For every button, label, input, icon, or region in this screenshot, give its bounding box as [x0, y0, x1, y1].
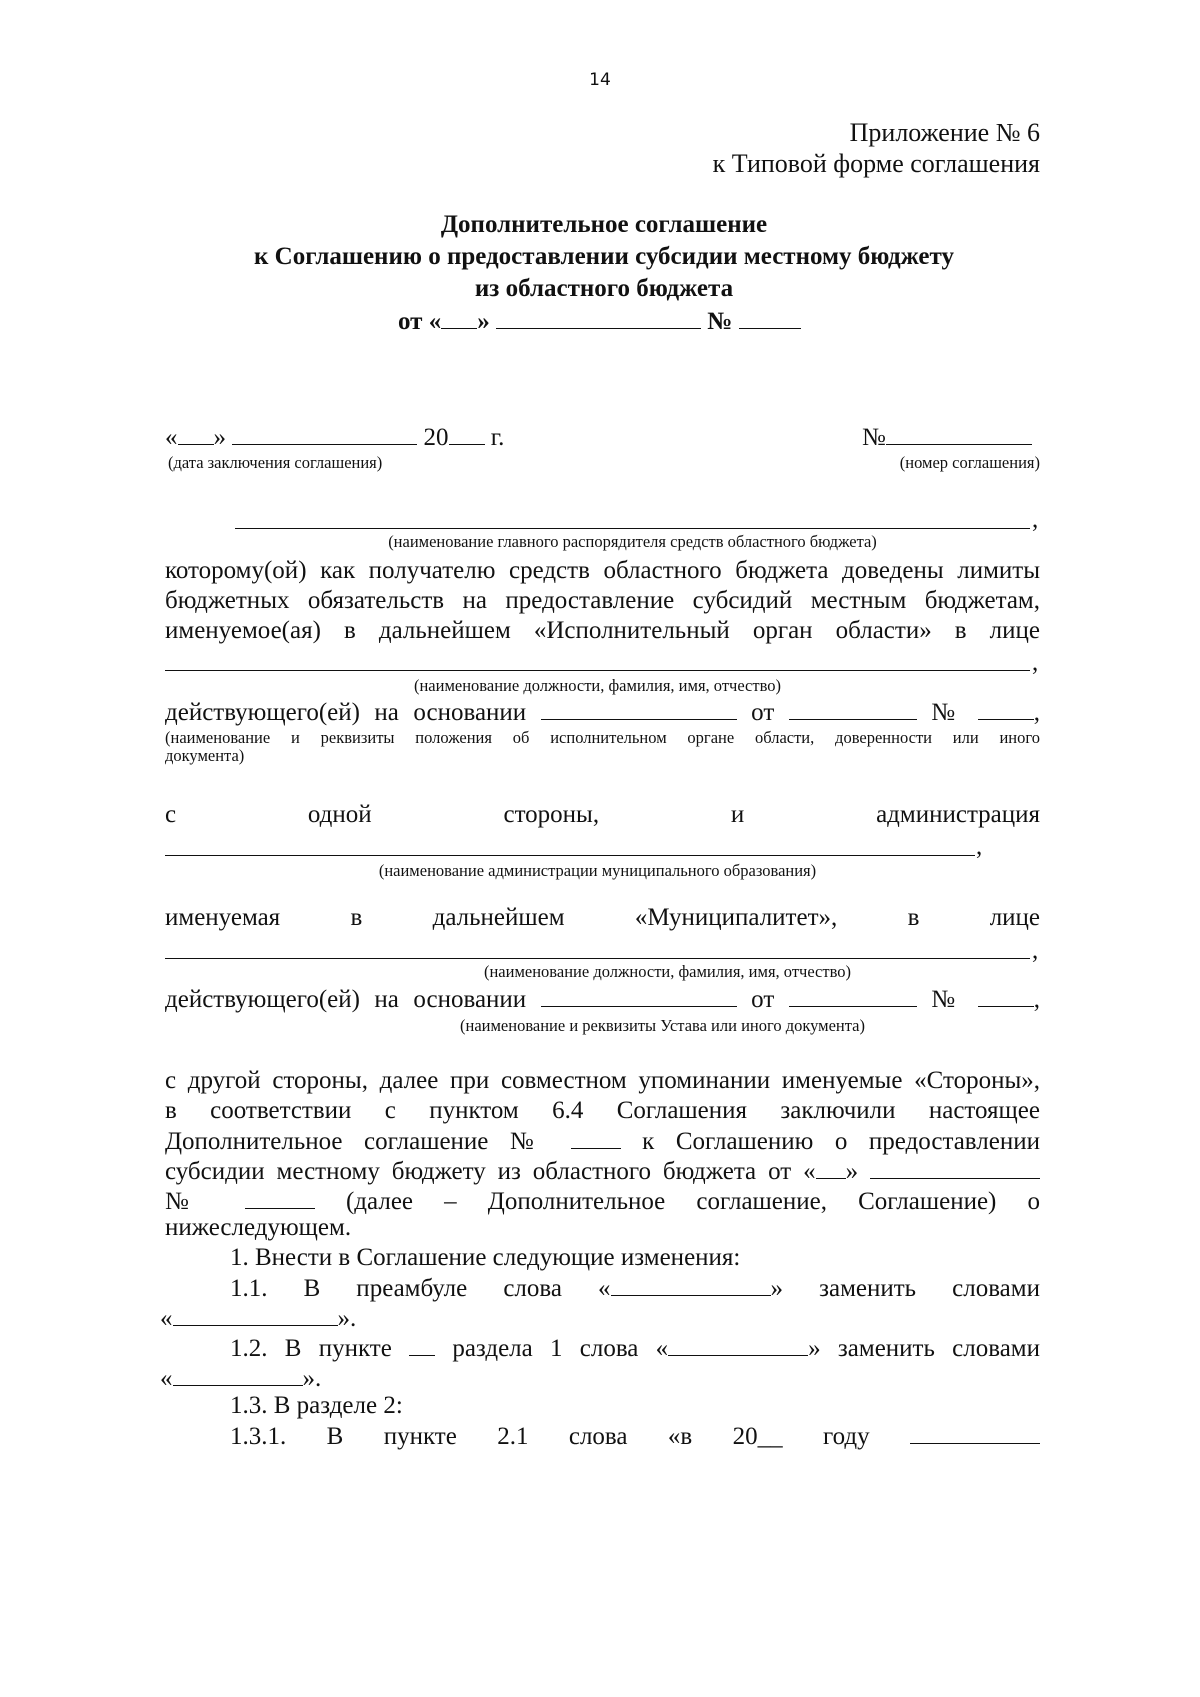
word: году [823, 1423, 870, 1450]
appendix-number: Приложение № 6 [849, 118, 1040, 147]
word: лице [989, 904, 1040, 931]
text: » заменить словами [808, 1335, 1040, 1362]
old-words-blank[interactable] [668, 1333, 808, 1356]
official-name-field[interactable] [165, 670, 1030, 671]
text: 1.2. В пункте [230, 1335, 392, 1362]
number-group [931, 986, 1040, 1013]
new-words-blank[interactable] [173, 1363, 303, 1386]
quote-close: ». [302, 1365, 322, 1392]
acting-label: действующего(ей) на основании [165, 699, 527, 726]
page-number: 14 [589, 70, 611, 90]
text: » заменить словами [770, 1275, 1040, 1302]
word: в [907, 904, 920, 931]
para1-line1: которому(ой) как получателю средств областного бюджета доведены лимиты [165, 557, 1040, 584]
sum-blank[interactable] [910, 1421, 1040, 1444]
comma: , [1032, 649, 1039, 676]
text: Дополнительное соглашение № [165, 1128, 550, 1155]
word: стороны, [503, 801, 600, 828]
quote-open: « [160, 1365, 173, 1392]
number-caption: (номер соглашения) [899, 453, 1040, 472]
municipal-admin-caption: (наименование администрации муниципального образования) [378, 861, 817, 880]
main-manager-caption: (наименование главного распорядителя средств областного бюджета) [388, 532, 877, 551]
word: В [326, 1423, 344, 1450]
quote-close: ». [337, 1305, 357, 1332]
number-sign: № [862, 424, 886, 451]
word: и [730, 801, 745, 828]
basis-blank[interactable] [541, 984, 737, 1007]
date-blank[interactable] [789, 984, 917, 1007]
number-blank[interactable] [886, 422, 1032, 445]
quote-open: « [165, 424, 178, 451]
number-sign: № [165, 1188, 214, 1215]
text: (далее – Дополнительное соглашение, Соглашение) о [345, 1188, 1040, 1215]
para1-line3: именуемое(ая) в дальнейшем «Исполнительный орган области» в лице [165, 617, 1040, 644]
text: раздела 1 слова « [452, 1335, 669, 1362]
item-1-2 [230, 1333, 1040, 1365]
number-blank[interactable] [978, 984, 1034, 1007]
text: субсидии местному бюджету из областного бюджета от « [165, 1158, 816, 1185]
day-blank[interactable] [816, 1156, 846, 1179]
acting-line-1 [165, 697, 1040, 729]
year-prefix: 20 [423, 424, 449, 451]
new-words-blank[interactable] [173, 1303, 338, 1326]
number-blank[interactable] [739, 306, 801, 329]
word: с [165, 801, 177, 828]
acting-line-2 [165, 984, 1040, 1016]
head-name-field[interactable] [165, 958, 1030, 959]
month-blank[interactable] [496, 306, 701, 329]
day-blank[interactable] [178, 422, 214, 445]
title-line-2: к Соглашению о предоставлении субсидии местному бюджету [254, 243, 954, 270]
point-blank[interactable] [409, 1333, 435, 1356]
acting-label: действующего(ей) на основании [165, 986, 527, 1013]
date-blank[interactable] [789, 697, 917, 720]
word: 1.3.1. [230, 1423, 287, 1450]
item-1-2-new-words [160, 1363, 321, 1394]
old-words-blank[interactable] [611, 1273, 771, 1296]
quote-open: « [160, 1305, 173, 1332]
comma: , [976, 833, 983, 860]
named-line [165, 903, 1040, 935]
basis-caption-line1: (наименование и реквизиты положения об исполнительном органе области, доверенности или иного [165, 728, 1040, 747]
item-1-3: 1.3. В разделе 2: [230, 1392, 403, 1419]
word: слова [568, 1423, 628, 1450]
para2-line1: с другой стороны, далее при совместном упоминании именуемые «Стороны», [165, 1067, 1040, 1094]
word: «Муниципалитет», [634, 904, 838, 931]
number-group [931, 699, 1040, 726]
basis-blank[interactable] [541, 697, 737, 720]
word: «в [667, 1423, 693, 1450]
number-blank[interactable] [245, 1186, 315, 1209]
official-name-caption: (наименование должности, фамилия, имя, отчество) [413, 676, 782, 695]
from-label: от [751, 986, 775, 1013]
from-label: от [751, 699, 775, 726]
comma: , [1033, 986, 1040, 1013]
agreement-date [165, 422, 504, 453]
from-label: от « [398, 308, 442, 335]
word: 20__ [732, 1423, 783, 1450]
para2-line6: нижеследующем. [165, 1214, 352, 1241]
word: одной [307, 801, 372, 828]
charter-caption: (наименование и реквизиты Устава или иного документа) [460, 1016, 865, 1035]
year-suffix: г. [490, 424, 505, 451]
text: » [845, 1158, 859, 1185]
one-side-line [165, 800, 1040, 832]
item-1-1 [230, 1273, 1040, 1305]
municipal-admin-field[interactable] [165, 855, 975, 856]
item-1: 1. Внести в Соглашение следующие изменения: [230, 1244, 741, 1271]
title-date-line [398, 306, 801, 337]
title-line-1: Дополнительное соглашение [440, 211, 768, 238]
title-line-3: из областного бюджета [474, 275, 734, 302]
word: пункте [383, 1423, 457, 1450]
para1-line2: бюджетных обязательств на предоставление субсидий местным бюджетам, [165, 587, 1040, 614]
number-sign: № [931, 986, 964, 1013]
item-1-1-new-words [160, 1303, 356, 1334]
supplement-number-blank[interactable] [571, 1126, 621, 1149]
word: администрация [876, 801, 1040, 828]
comma: , [1032, 506, 1039, 533]
date-blank[interactable] [870, 1156, 1040, 1179]
day-blank[interactable] [441, 306, 477, 329]
word: в [350, 904, 363, 931]
appendix-reference: к Типовой форме соглашения [712, 149, 1040, 178]
quote-close: » [213, 424, 226, 451]
number-sign: № [931, 699, 964, 726]
date-caption: (дата заключения соглашения) [168, 453, 383, 472]
item-1-3-1 [230, 1421, 1040, 1453]
word: 2.1 [497, 1423, 529, 1450]
main-manager-field[interactable] [235, 528, 1030, 529]
word: именуемая [165, 904, 281, 931]
number-sign: № [707, 308, 733, 335]
quote-close: » [477, 308, 490, 335]
year-blank[interactable] [449, 422, 485, 445]
text: к Соглашению о предоставлении [642, 1128, 1040, 1155]
text: 1.1. В преамбуле слова « [230, 1275, 611, 1302]
comma: , [1033, 699, 1040, 726]
month-blank[interactable] [232, 422, 417, 445]
head-name-caption: (наименование должности, фамилия, имя, отчество) [483, 962, 852, 981]
agreement-number [862, 422, 1032, 453]
para2-line4 [165, 1156, 1040, 1188]
number-blank[interactable] [978, 697, 1034, 720]
para2-line3 [165, 1126, 1040, 1158]
basis-caption-line2: документа) [165, 746, 245, 765]
comma: , [1032, 937, 1039, 964]
para2-line2: в соответствии с пунктом 6.4 Соглашения заключили настоящее [165, 1097, 1040, 1124]
word: дальнейшем [432, 904, 565, 931]
